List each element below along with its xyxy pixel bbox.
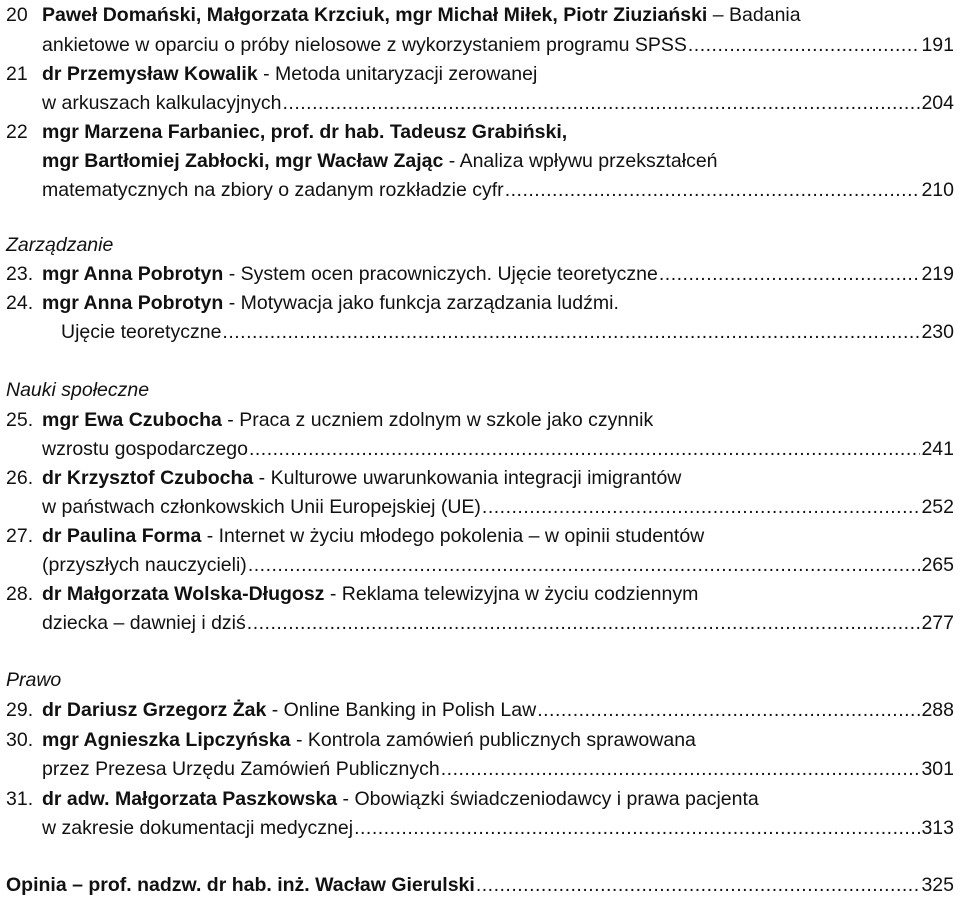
entry-title: - Online Banking in Polish Law <box>266 699 537 721</box>
entry-number: 26. <box>6 467 34 489</box>
leader-dots <box>688 30 921 60</box>
entry-number: 25. <box>6 409 34 431</box>
leader-dots <box>354 813 920 843</box>
opinia-text: Opinia – prof. nadzw. dr hab. inż. Wacław Gierulski <box>6 874 475 896</box>
entry-authors: dr Dariusz Grzegorz Żak <box>42 699 267 721</box>
entry-number: 20 <box>6 4 28 26</box>
toc-entry-23 <box>6 259 954 289</box>
leader-dots <box>247 608 921 638</box>
entry-page: 241 <box>921 438 954 460</box>
entry-number: 31. <box>6 788 34 810</box>
entry-title-cont: matematycznych na zbiory o zadanym rozkładzie cyfr <box>42 179 504 201</box>
entry-authors: dr Krzysztof Czubocha <box>42 467 254 489</box>
toc-entry-21-line-2 <box>42 88 954 118</box>
leader-dots <box>248 550 921 580</box>
leader-dots <box>659 259 921 289</box>
toc-entry-28-line-2 <box>42 608 954 638</box>
entry-title-cont: (przyszłych nauczycieli) <box>42 554 247 576</box>
entry-authors: mgr Marzena Farbaniec, prof. dr hab. Tadeusz Grabiński, <box>42 121 568 143</box>
entry-number: 30. <box>6 729 34 751</box>
entry-number: 21 <box>6 63 28 85</box>
toc-entry-20-line-2 <box>42 30 954 60</box>
entry-number: 27. <box>6 525 34 547</box>
toc-entry-29 <box>6 695 954 725</box>
entry-title: - Obowiązki świadczeniodawcy i prawa pacjenta <box>337 788 759 810</box>
entry-authors: dr Paulina Forma <box>42 525 202 547</box>
entry-number: 28. <box>6 583 34 605</box>
toc-entry-25-line-2 <box>42 434 954 464</box>
entry-number: 24. <box>6 292 34 314</box>
entry-authors: dr adw. Małgorzata Paszkowska <box>42 788 338 810</box>
entry-title-cont: dziecka – dawniej i dziś <box>42 612 246 634</box>
entry-title-cont: przez Prezesa Urzędu Zamówień Publicznych <box>42 758 440 780</box>
entry-number: 29. <box>6 699 34 721</box>
entry-title-cont: w arkuszach kalkulacyjnych <box>42 92 282 114</box>
toc-entry-31-line-2 <box>42 813 954 843</box>
entry-title: - Internet w życiu młodego pokolenia – w opinii studentów <box>201 525 705 547</box>
section-heading-zarzadzanie: Zarządzanie <box>6 234 114 256</box>
entry-authors: Paweł Domański, Małgorzata Krzciuk, mgr Michał Miłek, Piotr Ziuziański <box>42 4 708 26</box>
entry-page: 210 <box>921 179 954 201</box>
entry-page: 219 <box>921 263 954 285</box>
entry-title: - Kontrola zamówień publicznych sprawowana <box>290 729 696 751</box>
entry-number: 23. <box>6 263 34 285</box>
entry-authors: mgr Ewa Czubocha <box>42 409 222 431</box>
toc-entry-28-line-1 <box>6 579 698 609</box>
toc-entry-26-line-1 <box>6 463 681 493</box>
entry-title: - Metoda unitaryzacji zerowanej <box>257 63 538 85</box>
toc-entry-24-line-1 <box>6 288 619 318</box>
toc-entry-24-line-2 <box>61 317 954 347</box>
entry-title: - Motywacja jako funkcja zarządzania ludźmi. <box>223 292 619 314</box>
entry-title: - Praca z uczniem zdolnym w szkole jako czynnik <box>221 409 654 431</box>
toc-entry-30-line-2 <box>42 754 954 784</box>
entry-title-cont: wzrostu gospodarczego <box>42 438 248 460</box>
leader-dots <box>249 434 921 464</box>
entry-authors: mgr Anna Pobrotyn <box>42 263 224 285</box>
toc-entry-22-line-1 <box>6 117 567 147</box>
entry-page: 313 <box>921 817 954 839</box>
toc-entry-27-line-2 <box>42 550 954 580</box>
entry-page: 230 <box>921 321 954 343</box>
toc-entry-30-line-1 <box>6 725 696 755</box>
entry-title: - Analiza wpływu przekształceń <box>443 150 718 172</box>
entry-authors-cont: mgr Bartłomiej Zabłocki, mgr Wacław Zając <box>42 150 444 172</box>
toc-entry-25-line-1 <box>6 405 653 435</box>
entry-title-cont: w państwach członkowskich Unii Europejskiej (UE) <box>42 496 481 518</box>
leader-dots <box>537 695 920 725</box>
entry-title: - System ocen pracowniczych. Ujęcie teoretyczne <box>223 263 658 285</box>
leader-dots <box>505 175 921 205</box>
toc-entry-opinia <box>6 870 954 900</box>
toc-entry-21-line-1 <box>6 59 537 89</box>
leader-dots <box>283 88 921 118</box>
toc-entry-26-line-2 <box>42 492 954 522</box>
entry-title-cont: Ujęcie teoretyczne <box>61 321 222 343</box>
entry-number: 22 <box>6 121 28 143</box>
entry-title-cont: ankietowe w oparciu o próby nielosowe z wykorzystaniem programu SPSS <box>42 34 687 56</box>
toc-entry-22-line-2 <box>42 146 718 176</box>
entry-page: 288 <box>921 699 954 721</box>
toc-entry-27-line-1 <box>6 521 704 551</box>
toc-entry-20-line-1 <box>6 0 801 30</box>
entry-authors: dr Małgorzata Wolska-Długosz <box>42 583 325 605</box>
entry-title: – Badania <box>707 4 801 26</box>
entry-title: - Reklama telewizyjna w życiu codziennym <box>324 583 699 605</box>
leader-dots <box>482 492 921 522</box>
leader-dots <box>441 754 921 784</box>
toc-entry-22-line-3 <box>42 175 954 205</box>
entry-page: 277 <box>921 612 954 634</box>
entry-authors: mgr Anna Pobrotyn <box>42 292 224 314</box>
entry-page: 252 <box>921 496 954 518</box>
entry-page: 191 <box>921 34 954 56</box>
toc-entry-31-line-1 <box>6 784 759 814</box>
leader-dots <box>476 870 921 900</box>
entry-authors: dr Przemysław Kowalik <box>42 63 258 85</box>
section-heading-prawo: Prawo <box>6 669 62 691</box>
entry-page: 325 <box>921 874 954 896</box>
entry-page: 301 <box>921 758 954 780</box>
entry-title: - Kulturowe uwarunkowania integracji imigrantów <box>253 467 682 489</box>
entry-page: 265 <box>921 554 954 576</box>
leader-dots <box>222 317 920 347</box>
entry-page: 204 <box>921 92 954 114</box>
section-heading-nauki-spoleczne: Nauki społeczne <box>6 379 150 401</box>
entry-title-cont: w zakresie dokumentacji medycznej <box>42 817 354 839</box>
entry-authors: mgr Agnieszka Lipczyńska <box>42 729 291 751</box>
